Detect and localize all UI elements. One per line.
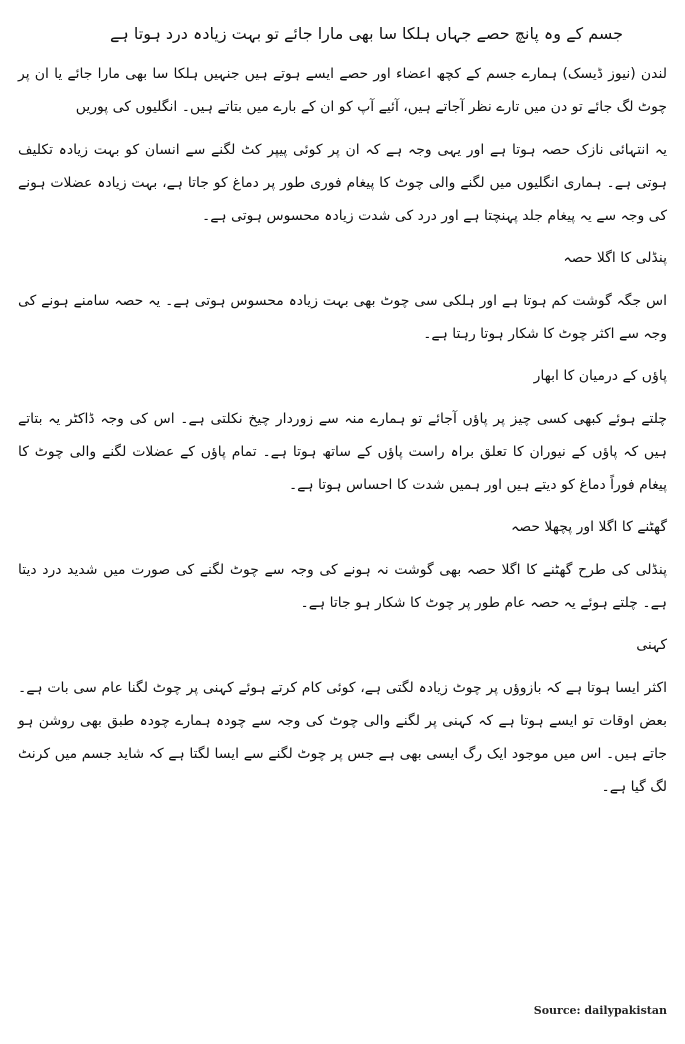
section-paragraph-shin: اس جگہ گوشت کم ہوتا ہے اور ہلکی سی چوٹ بھی بہت زیادہ محسوس ہوتی ہے۔ یہ حصہ سامنے ہونے کی وجہ سے اکثر چوٹ کا شکار ہوتا رہتا ہے۔: [18, 293, 667, 342]
section-heading-knee: گھٹنے کا اگلا اور پچھلا حصہ: [510, 519, 667, 535]
section-heading-elbow: کہنی: [636, 637, 667, 653]
section-paragraph-fingertips: یہ انتہائی نازک حصہ ہوتا ہے اور یہی وجہ ہے کہ ان پر کوئی پیپر کٹ لگنے سے انسان کو بہت زیادہ تکلیف ہوتی ہے۔ ہماری انگلیوں میں لگنے والی چوٹ کا پیغام فوری طور پر دماغ کو جاتا ہے، بہت زیادہ عضلات ہونے کی وجہ سے یہ پیغام جلد پہنچتا ہے اور درد کی شدت زیادہ محسوس ہوتی ہے۔: [18, 142, 668, 224]
section-paragraph-foot-arch: چلتے ہوئے کبھی کسی چیز پر پاؤں آجائے تو ہمارے منہ سے زوردار چیخ نکلتی ہے۔ اس کی وجہ ڈاکٹر یہ بتاتے ہیں کہ پاؤں کے نیوران کا تعلق براہ راست پاؤں کے ساتھ ہوتا ہے۔ تمام پاؤں کے عضلات لگنے والی چوٹ کا پیغام فوراً دماغ کو دیتے ہیں اور ہمیں شدت کا احساس ہوتا ہے۔: [18, 411, 667, 493]
section-paragraph-elbow: اکثر ایسا ہوتا ہے کہ بازوؤں پر چوٹ زیادہ لگتی ہے، کوئی کام کرتے ہوئے کہنی پر چوٹ لگنا عام سی بات ہے۔ بعض اوقات تو ایسے ہوتا ہے کہ کہنی پر لگنے والی چوٹ کی وجہ سے چودہ ہمارے چودہ طبق بھی روشن ہو جاتے ہیں۔ اس میں موجود ایک رگ ایسی بھی ہے جس پر چوٹ لگنے سے ایسا لگتا ہے کہ شاید جسم میں کرنٹ لگ گیا ہے۔: [18, 680, 667, 795]
article-title: جسم کے وہ پانچ حصے جہاں ہلکا سا بھی مارا جائے تو بہت زیادہ درد ہوتا ہے: [110, 24, 623, 43]
intro-paragraph: لندن (نیوز ڈیسک) ہمارے جسم کے کچھ اعضاء اور حصے ایسے ہوتے ہیں جنہیں ہلکا سا بھی مارا جائے یا ان پر چوٹ لگ جائے تو دن میں تارے نظر آجاتے ہیں، آئیے آپ کو ان کے بارے میں بتاتے ہیں۔ انگلیوں کی پوریں: [18, 66, 667, 115]
source-credit: Source: dailypakistan: [533, 1004, 667, 1017]
section-heading-foot-arch: پاؤں کے درمیان کا ابھار: [533, 368, 667, 384]
section-heading-shin: پنڈلی کا اگلا حصہ: [563, 250, 667, 266]
section-paragraph-knee: پنڈلی کی طرح گھٹنے کا اگلا حصہ بھی گوشت نہ ہونے کی وجہ سے چوٹ لگنے کی صورت میں شدید درد دیتا ہے۔ چلتے ہوئے یہ حصہ عام طور پر چوٹ کا شکار ہو جاتا ہے۔: [18, 562, 667, 611]
